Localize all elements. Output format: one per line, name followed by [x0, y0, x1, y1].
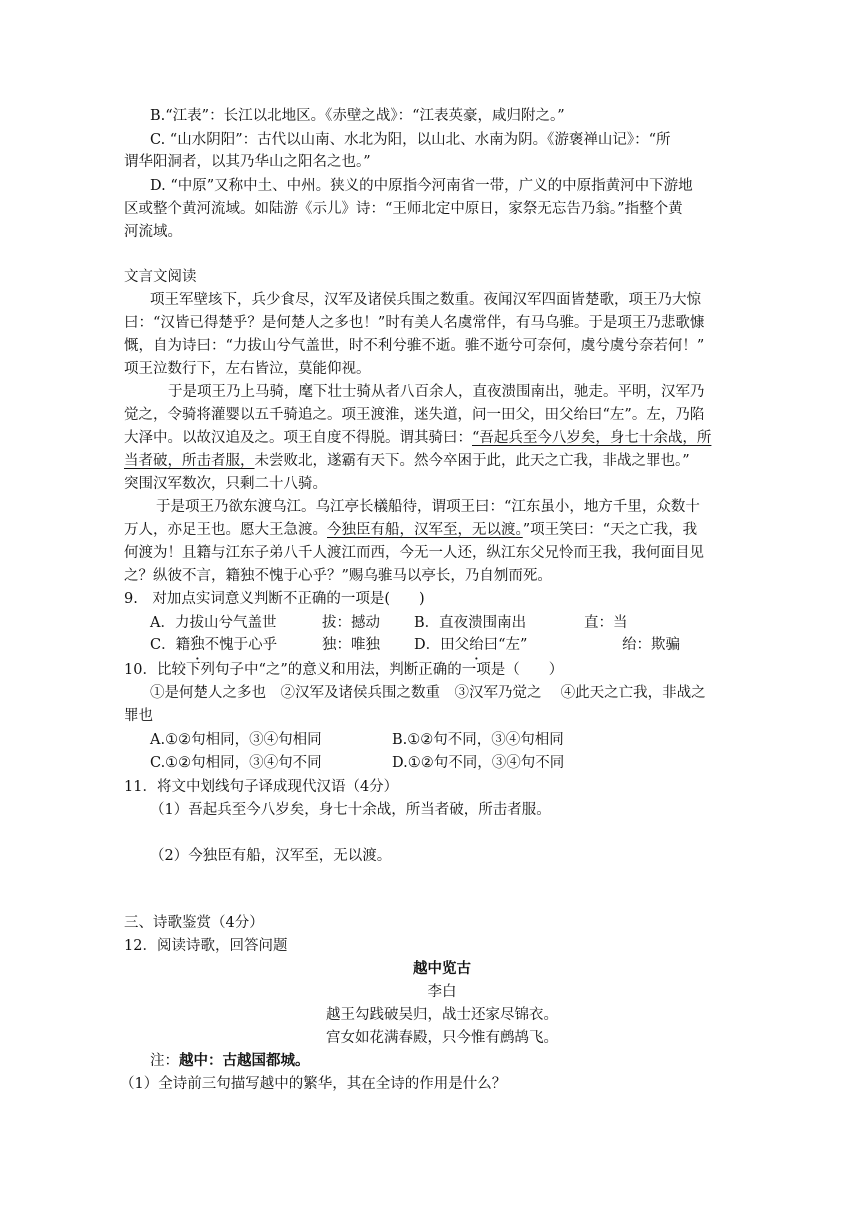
question-9-option-a-gloss: 拔：撼动 — [322, 615, 380, 631]
option-d-line-2: 区或整个黄河流域。如陆游《示儿》诗：“王师北定中原日，家祭无忘告乃翁。”指整个黄 — [124, 201, 683, 217]
question-9-option-b — [414, 612, 526, 634]
option-c-line-2: 谓华阳洞者，以其乃华山之阳名之也。” — [124, 154, 371, 170]
question-9-stem: 9. 对加点实词意义判断不正确的一项是( ) — [124, 591, 425, 607]
paragraph-3-line-4: 之？纵彼不言，籍独不愧于心乎？”赐乌骓马以亭长，乃自刎而死。 — [124, 568, 552, 584]
paragraph-1-line-2: 曰：“汉皆已得楚乎？是何楚人之多也！”时有美人名虞常伴，有马乌骓。于是项王乃悲歌慷 — [124, 315, 705, 331]
question-12-stem: 12．阅读诗歌，回答问题 — [124, 938, 288, 954]
q9-d-prefix: D．田父 — [414, 637, 470, 653]
paragraph-2-line-3 — [124, 427, 711, 449]
question-11-stem: 11．将文中划线句子译成现代汉语（4分） — [124, 779, 399, 795]
q9-b-text: B．直夜溃围南出 — [414, 615, 527, 631]
question-10-option-a: A.①②句相同，③④句相同 — [150, 732, 322, 748]
question-11-sentence-2: （2）今独臣有船，汉军至，无以渡。 — [150, 848, 392, 864]
question-9-option-b-gloss: 直：当 — [584, 615, 628, 631]
question-10-option-b: B.①②句不同，③④句相同 — [392, 732, 564, 748]
q9-a-dotted-word: 拔 — [189, 615, 204, 631]
poem-note-label: 注： — [150, 1053, 179, 1069]
underlined-sentence-1a: “吾起兵至今八岁矣，身七十余战，所 — [472, 430, 712, 446]
paragraph-2-line-4-text: 未尝败北，遂霸有天下。然今卒困于此，此天之亡我，非战之罪也。” — [254, 453, 690, 469]
underlined-sentence-2: 今独臣有船，汉军至，无以渡。 — [327, 522, 523, 538]
option-d-line-1: D. “中原”又称中土、中州。狭义的中原指今河南省一带，广义的中原指黄河中下游地 — [150, 178, 693, 194]
question-9-option-d — [414, 634, 527, 656]
question-9-option-a — [150, 612, 276, 634]
paragraph-2-line-2: 觉之，令骑将灌婴以五千骑追之。项王渡淮，迷失道，问一田父，田父绐曰“左”。左，乃陷 — [124, 407, 705, 423]
poem-title: 越中览古 — [413, 960, 471, 977]
option-d-line-3: 河流域。 — [124, 224, 182, 240]
paragraph-2-line-4 — [124, 450, 690, 472]
question-9-option-c-gloss: 独：唯独 — [322, 637, 380, 653]
q9-c-dotted-word: 独 — [190, 637, 205, 653]
q9-d-suffix: 曰“左” — [483, 637, 528, 653]
question-10-items-line-2: 罪也 — [124, 708, 153, 724]
option-c-line-1: C. “山水阴阳”：古代以山南、水北为阳，以山北、水南为阴。《游褒禅山记》：“所 — [150, 132, 671, 148]
q9-d-dotted-word: 绐 — [469, 637, 484, 653]
question-10-stem: 10．比较下列句子中“之”的意义和用法，判断正确的一项是（ ） — [124, 662, 564, 678]
q9-c-prefix: C．籍 — [150, 637, 191, 653]
poem-author: 李白 — [427, 984, 457, 1000]
paragraph-3-line-2-text-a: 万人，亦足王也。愿大王急渡。 — [124, 522, 327, 538]
underlined-sentence-1b: 当者破，所击者服， — [124, 453, 255, 469]
paragraph-3-line-2 — [124, 519, 697, 541]
section-heading-classical: 文言文阅读 — [124, 269, 197, 285]
poem-line-1: 越王勾践破吴归，战士还家尽锦衣。 — [326, 1007, 558, 1023]
paragraph-1-line-3: 慨，自为诗曰：“力拔山兮气盖世，时不利兮骓不逝。骓不逝兮可奈何，虞兮虞兮奈若何！” — [124, 338, 705, 354]
paragraph-3-line-1: 于是项王乃欲东渡乌江。乌江亭长檥船待，谓项王曰：“江东虽小，地方千里，众数十 — [156, 499, 700, 515]
paragraph-2-line-5: 突围汉军数次，只剩二十八骑。 — [124, 476, 327, 492]
question-10-option-d: D.①②句不同，③④句不同 — [392, 755, 565, 771]
paragraph-1-line-1: 项王军壁垓下，兵少食尽，汉军及诸侯兵围之数重。夜闻汉军四面皆楚歌，项王乃大惊 — [150, 292, 701, 308]
poem-line-2: 宫女如花满春殿，只今惟有鹧鸪飞。 — [326, 1030, 558, 1046]
question-12-sub-1: （1）全诗前三句描写越中的繁华，其在全诗的作用是什么？ — [120, 1076, 507, 1092]
paragraph-2-line-3-text: 大泽中。以故汉追及之。项王自度不得脱。谓其骑曰： — [124, 430, 472, 446]
paragraph-1-line-4: 项王泣数行下，左右皆泣，莫能仰视。 — [124, 361, 371, 377]
paragraph-2-line-1: 于是项王乃上马骑，麾下壮士骑从者八百余人，直夜溃围南出，驰走。平明，汉军乃 — [168, 384, 705, 400]
q9-a-prefix: A．力 — [150, 615, 190, 631]
poem-note — [150, 1050, 310, 1072]
question-10-items-line-1: ①是何楚人之多也 ②汉军及诸侯兵围之数重 ③汉军乃觉之 ④此天之亡我，非战之 — [150, 685, 706, 701]
question-9-option-d-gloss: 绐：欺骗 — [622, 637, 680, 653]
paragraph-3-line-2-text-b: ”项王笑曰：“天之亡我，我 — [522, 522, 698, 538]
q9-c-suffix: 不愧于心乎 — [204, 637, 278, 653]
q9-a-suffix: 山兮气盖世 — [203, 615, 277, 631]
section-3-heading: 三、诗歌鉴赏（4分） — [124, 915, 264, 931]
poem-note-text: 越中：古越国都城。 — [179, 1052, 310, 1069]
option-b-line: B.“江表”：长江以北地区。《赤壁之战》：“江表英豪，咸归附之。” — [150, 108, 565, 124]
paragraph-3-line-3: 何渡为！且籍与江东子弟八千人渡江而西，今无一人还，纵江东父兄怜而王我，我何面目见 — [124, 545, 704, 561]
question-11-sentence-1: （1）吾起兵至今八岁矣，身七十余战，所当者破，所击者服。 — [150, 802, 551, 818]
question-9-option-c — [150, 634, 277, 656]
question-10-option-c: C.①②句相同，③④句不同 — [150, 755, 322, 771]
